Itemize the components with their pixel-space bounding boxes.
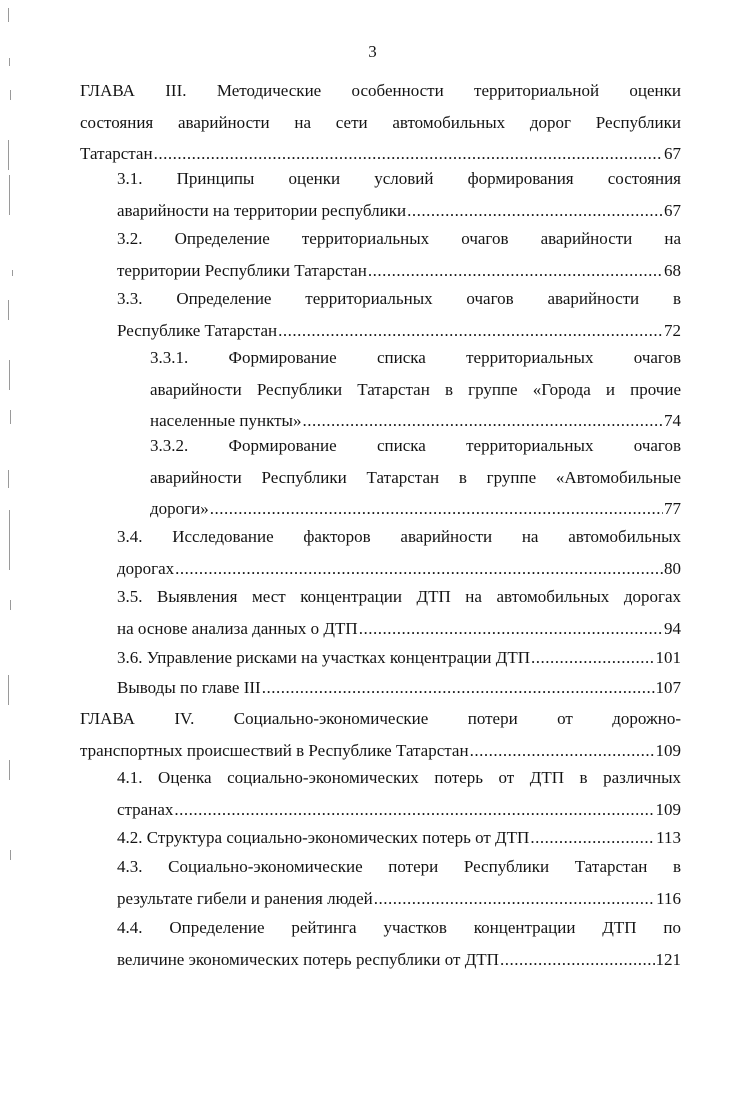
toc-line-text: 4.2. Структура социально-экономических потерь от ДТП [117,828,530,847]
dot-leader [500,944,655,976]
toc-line-last [117,794,681,826]
toc-line-last [150,493,681,525]
toc-page-number: 109 [655,799,681,819]
toc-line-text: дорогах [117,558,175,578]
toc-line-last [117,883,681,915]
toc-entry-3-3-2 [150,430,681,525]
toc-page-number: 121 [655,949,681,969]
toc-entry-3-3 [117,283,681,346]
toc-line-text: Выводы по главе III [117,678,261,697]
toc-page-number: 116 [656,888,681,908]
toc-line: состояния аварийности на сети автомобильных дорог Республики [80,112,681,132]
toc-entry-3-4 [117,521,681,584]
toc-line: 4.4. Определение рейтинга участков концентрации ДТП по [117,918,681,937]
toc-entry-3-2 [117,223,681,286]
toc-page-number: 72 [664,320,681,340]
toc-page-number: 67 [664,144,681,163]
toc-page-number: 67 [664,200,681,220]
toc-page-number: 109 [655,740,681,760]
dot-leader [175,553,663,585]
toc-entry-3-5 [117,581,681,644]
toc-entry-chapter-4 [80,703,681,766]
toc-line: ГЛАВА IV. Социально-экономические потери от дорожно- [80,709,681,728]
toc-page-number: 77 [664,499,681,518]
toc-line: аварийности Республики Татарстан в группе «Города и прочие [150,379,681,399]
toc-line: аварийности Республики Татарстан в группе «Автомобильные [150,467,681,487]
toc-page-number: 101 [655,648,681,667]
toc-line-text: Республике Татарстан [117,320,278,340]
dot-leader [368,255,663,287]
toc-line-last [117,195,681,227]
dot-leader [174,794,654,826]
toc-line-text: величине экономических потерь республики от ДТП [117,949,499,969]
toc-page-number: 74 [664,411,681,430]
toc-line-last [117,642,681,674]
toc-line-text: транспортных происшествий в Республике Татарстан [80,740,469,760]
toc-line: 3.2. Определение территориальных очагов аварийности на [117,229,681,248]
dot-leader [530,822,655,854]
toc-page-number: 68 [664,260,681,280]
toc-entry-4-1 [117,762,681,825]
page-number: 3 [368,42,377,61]
toc-line-last [117,822,681,854]
toc-line: 3.1. Принципы оценки условий формирования состояния [117,169,681,188]
toc-line-text: дороги» [150,499,209,518]
toc-line-text: территории Республики Татарстан [117,260,367,280]
toc-entry-4-2 [117,822,681,854]
toc-entry-conclusions-3 [117,672,681,704]
toc-line-last [117,672,681,704]
toc-line-text: 3.6. Управление рисками на участках концентрации ДТП [117,648,531,667]
toc-line-last [117,613,681,645]
toc-line: 3.4. Исследование факторов аварийности на автомобильных [117,527,681,546]
toc-line: 3.3.1. Формирование списка территориальных очагов [150,348,681,367]
toc-entry-chapter-3 [80,75,681,170]
toc-line: 3.5. Выявления мест концентрации ДТП на автомобильных дорогах [117,587,681,606]
toc-line-text: Татарстан [80,144,153,163]
toc-entry-4-4 [117,912,681,975]
toc-line-last [117,553,681,585]
dot-leader [407,195,663,227]
toc-line-text: результате гибели и ранения людей [117,888,373,908]
toc-entry-4-3 [117,851,681,914]
dot-leader [210,493,663,525]
dot-leader [359,613,663,645]
toc-page-number: 113 [656,828,681,847]
dot-leader [374,883,655,915]
toc-line: 3.3. Определение территориальных очагов аварийности в [117,289,681,308]
toc-entry-3-6 [117,642,681,674]
toc-page-number: 80 [664,558,681,578]
toc-entry-3-1 [117,163,681,226]
toc-page-number: 107 [655,678,681,697]
dot-leader [262,672,655,704]
dot-leader [531,642,654,674]
toc-line-text: аварийности на территории республики [117,200,407,220]
toc-line-text: странах [117,799,174,819]
toc-line: ГЛАВА III. Методические особенности территориальной оценки [80,81,681,100]
toc-line: 4.3. Социально-экономические потери Республики Татарстан в [117,857,681,876]
scan-margin-marks [0,0,30,1100]
toc-line: 3.3.2. Формирование списка территориальных очагов [150,436,681,455]
toc-line-text: на основе анализа данных о ДТП [117,618,358,638]
toc-page-number: 94 [664,618,681,638]
toc-line-text: населенные пункты» [150,411,302,430]
toc-line-last [117,255,681,287]
toc-line-last [117,944,681,976]
toc-line: 4.1. Оценка социально-экономических потерь от ДТП в различных [117,768,681,787]
toc-entry-3-3-1 [150,342,681,437]
